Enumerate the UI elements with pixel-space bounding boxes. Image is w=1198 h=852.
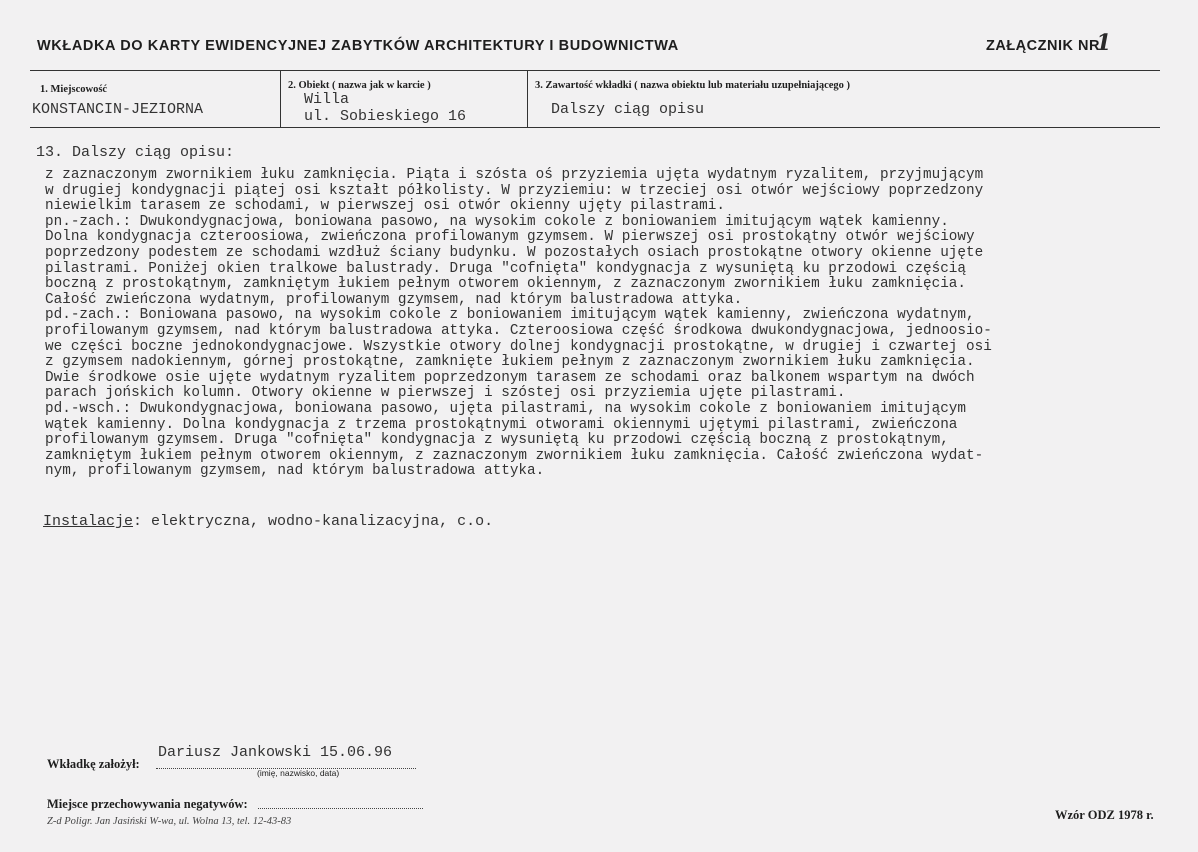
negatives-label: Miejsce przechowywania negatywów: — [47, 797, 248, 811]
field-1-value: KONSTANCIN-JEZIORNA — [32, 101, 204, 118]
creator-value: Dariusz Jankowski 15.06.96 — [158, 744, 393, 761]
table-top-rule — [30, 70, 1160, 71]
table-divider-2 — [527, 71, 528, 127]
field-2-value-line2: ul. Sobieskiego 16 — [304, 108, 467, 125]
description-line: pd.-zach.: Boniowana pasowo, na wysokim cokole z boniowaniem imitującym wątek kamienny, zwieńczona wydatnym, — [45, 307, 975, 324]
description-line: w drugiej kondygnacji piątej osi kształt półkolisty. W przyziemiu: w trzeciej osi otwór wejściowy poprzedzony — [45, 182, 984, 199]
description-line: Dolna kondygnacja czteroosiowa, zwieńczona profilowanym gzymsem. W pierwszej osi prostokątny otwór wejściowy — [45, 229, 975, 246]
attachment-number: 1 — [1096, 30, 1112, 56]
field-3-value: Dalszy ciąg opisu — [551, 101, 705, 118]
description-line: we części boczne jednokondygnacjowe. Wszystkie otwory dolnej kondygnacji prostokątne, w drugiej i czwartej osi — [45, 338, 992, 355]
description-body — [45, 168, 992, 480]
document-title: WKŁADKA DO KARTY EWIDENCYJNEJ ZABYTKÓW ARCHITEKTURY I BUDOWNICTWA — [37, 38, 679, 54]
description-line: zamkniętym łukiem pełnym otworem okiennym, z zaznaczonym zwornikiem łuku zamknięcia. Całość zwieńczona wydat- — [45, 447, 984, 464]
table-bottom-rule — [30, 127, 1160, 128]
description-line: nym, profilowanym gzymsem, nad którym balustradowa attyka. — [45, 463, 545, 480]
installations-label: Instalacje — [43, 513, 134, 530]
printer-imprint: Z-d Poligr. Jan Jasiński W-wa, ul. Wolna 13, tel. 12-43-83 — [47, 816, 292, 827]
description-line: parach jońskich kolumn. Otwory okienne w pierwszej i szóstej osi przyziemia ujęte pilastrami. — [45, 385, 846, 402]
description-line: profilowanym gzymsem, nad którym balustradowa attyka. Czteroosiowa część środkowa dwukondygnacjowa, jednoosio- — [45, 322, 992, 339]
description-line: niewielkim tarasem ze schodami, w pierwszej osi otwór okienny ujęty pilastrami. — [45, 198, 726, 215]
attachment-label: ZAŁĄCZNIK NR — [986, 38, 1100, 54]
description-line: boczną z prostokątnym, zamkniętym łukiem pełnym otworem okiennym, z zaznaczonym zwornikiem łuku zamknięcia. — [45, 276, 967, 293]
field-2-value-line1: Willa — [304, 91, 350, 108]
creator-label: Wkładkę założył: — [47, 757, 140, 771]
installations-line — [43, 514, 493, 530]
field-2-label: 2. Obiekt ( nazwa jak w karcie ) — [288, 80, 431, 91]
field-3-label: 3. Zawartość wkładki ( nazwa obiektu lub materiału uzupełniającego ) — [535, 80, 851, 91]
description-line: poprzedzony podestem ze schodami wzdłuż ściany budynku. W pozostałych osiach prostokątne otwory okienne ujęte — [45, 244, 984, 261]
description-line: pilastrami. Poniżej okien tralkowe balustrady. Druga "cofnięta" kondygnacja z wysuniętą ku przodowi częścią — [45, 260, 967, 277]
description-line: Całość zwieńczona wydatnym, profilowanym gzymsem, nad którym balustradowa attyka. — [45, 291, 743, 308]
description-line: z zaznaczonym zwornikiem łuku zamknięcia. Piąta i szósta oś przyziemia ujęta wydatnym ryzalitem, przyjmującym — [45, 167, 984, 183]
creator-hint: (imię, nazwisko, data) — [257, 768, 340, 778]
section-heading: 13. Dalszy ciąg opisu: — [36, 144, 235, 161]
negatives-dotted-line — [258, 808, 423, 809]
table-divider-1 — [280, 71, 281, 127]
form-id: Wzór ODZ 1978 r. — [1055, 808, 1154, 822]
installations-value: : elektryczna, wodno-kanalizacyjna, c.o. — [133, 513, 494, 530]
description-line: z gzymsem nadokiennym, górnej prostokątne, zamknięte łukiem pełnym z zaznaczonym zwornikiem łuku zamknięcia. — [45, 354, 975, 371]
description-line: pn.-zach.: Dwukondygnacjowa, boniowana pasowo, na wysokim cokole z boniowaniem imitującym wątek kamienny. — [45, 213, 949, 230]
field-1-label: 1. Miejscowość — [40, 84, 108, 95]
description-line: profilowanym gzymsem. Druga "cofnięta" kondygnacja z wysuniętą ku przodowi częścią boczną z prostokątnym, — [45, 432, 949, 449]
description-line: Dwie środkowe osie ujęte wydatnym ryzalitem poprzedzonym tarasem ze schodami oraz balkonem wspartym na dwóch — [45, 369, 975, 386]
description-line: pd.-wsch.: Dwukondygnacjowa, boniowana pasowo, ujęta pilastrami, na wysokim cokole z boniowaniem imitującym — [45, 400, 967, 417]
description-line: wątek kamienny. Dolna kondygnacja z trzema prostokątnymi otworami okiennymi ujętymi pilastrami, zwieńczona — [45, 416, 958, 433]
